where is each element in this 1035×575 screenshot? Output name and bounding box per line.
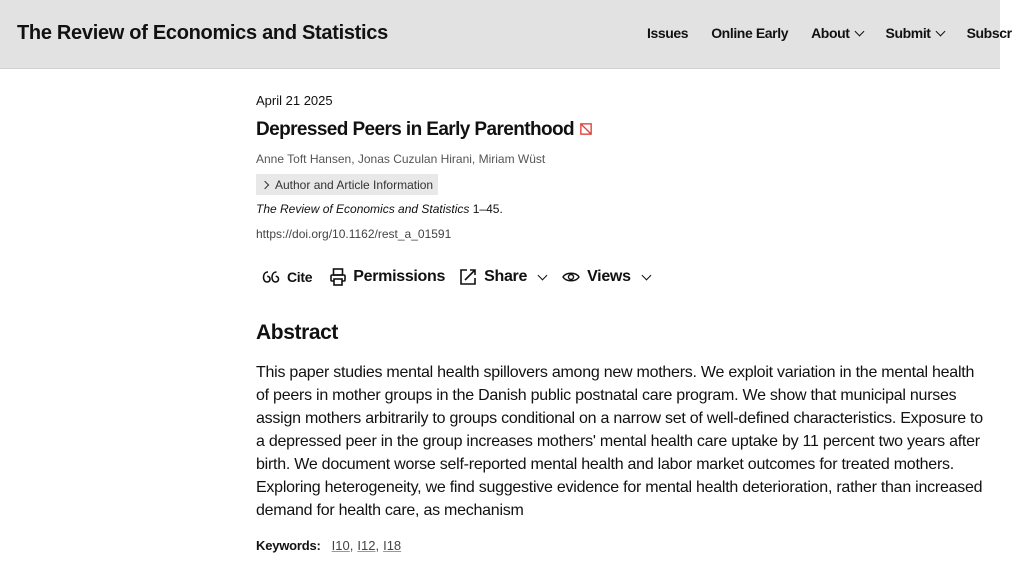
views-label: Views	[587, 268, 631, 285]
keyword-link[interactable]: I10	[331, 538, 350, 553]
nav-item-online-early[interactable]	[711, 25, 788, 41]
cite-button[interactable]	[262, 269, 312, 285]
printer-icon	[330, 268, 346, 286]
nav-item-about[interactable]	[811, 25, 862, 41]
main-nav	[647, 25, 1035, 41]
author-link[interactable]: Jonas Cuzulan Hirani	[357, 152, 472, 166]
article-title-text: Depressed Peers in Early Parenthood	[256, 119, 574, 140]
doi-link[interactable]: https://doi.org/10.1162/rest_a_01591	[256, 227, 452, 241]
site-header	[0, 0, 1012, 69]
nav-item-submit[interactable]	[886, 25, 944, 41]
keywords: Keywords: I10 , I12 , I18	[256, 538, 402, 553]
share-button[interactable]	[459, 268, 546, 286]
permissions-button[interactable]	[330, 268, 445, 286]
page-range: 1–45.	[469, 202, 503, 216]
journal-name: The Review of Economics and Statistics	[256, 202, 470, 216]
share-icon	[459, 268, 477, 286]
keyword-link[interactable]: I12	[357, 538, 376, 553]
author-link[interactable]: Miriam Wüst	[478, 152, 546, 166]
author-link[interactable]: Anne Toft Hansen	[256, 152, 352, 166]
chevron-right-icon	[261, 180, 269, 188]
author-info-label: Author and Article Information	[275, 177, 434, 192]
views-button[interactable]	[562, 268, 650, 286]
nav-item-label: Issues	[647, 25, 689, 41]
share-label: Share	[484, 268, 528, 285]
cite-label: Cite	[287, 269, 313, 285]
keywords-label: Keywords:	[256, 538, 321, 553]
eye-icon	[562, 271, 580, 283]
nav-item-issues[interactable]	[647, 25, 688, 41]
nav-item-label: About	[811, 25, 850, 41]
article-toolbar	[262, 268, 664, 286]
author-list: Anne Toft Hansen, Jonas Cuzulan Hirani, Miriam Wüst	[256, 152, 546, 166]
nav-item-label: Subscr	[966, 25, 1012, 41]
nav-item-subscribe[interactable]	[967, 25, 1012, 41]
site-title[interactable]: The Review of Economics and Statistics	[17, 22, 388, 44]
chevron-down-icon	[935, 26, 945, 36]
restricted-access-icon	[580, 123, 592, 135]
chevron-down-icon	[854, 26, 864, 36]
article-title	[256, 119, 592, 141]
chevron-down-icon	[641, 270, 651, 280]
permissions-label: Permissions	[353, 268, 446, 285]
keyword-link[interactable]: I18	[383, 538, 402, 553]
nav-item-label: Submit	[885, 25, 931, 41]
nav-item-label: Online Early	[711, 25, 789, 41]
chevron-down-icon	[538, 270, 548, 280]
quote-icon	[262, 269, 280, 285]
citation	[256, 202, 503, 216]
abstract-text: This paper studies mental health spillovers among new mothers. We exploit variation in the mental health of peers in mother groups in the Danish public postnatal care program. We show that municipal nurses assign mothers arbitrarily to groups conditional on a narrow set of well-defined characteristics. Exposure to a depressed peer in the group increases mothers' mental health care uptake by 11 percent two years after birth. We document worse self-reported mental health and labor market outcomes for treated mothers. Exploring heterogeneity, we find suggestive evidence for mental health deterioration, rather than increased demand for health care, as mechanism	[256, 364, 983, 519]
author-info-toggle[interactable]	[256, 174, 438, 195]
publication-date: April 21 2025	[256, 93, 333, 108]
abstract-heading: Abstract	[256, 321, 338, 344]
